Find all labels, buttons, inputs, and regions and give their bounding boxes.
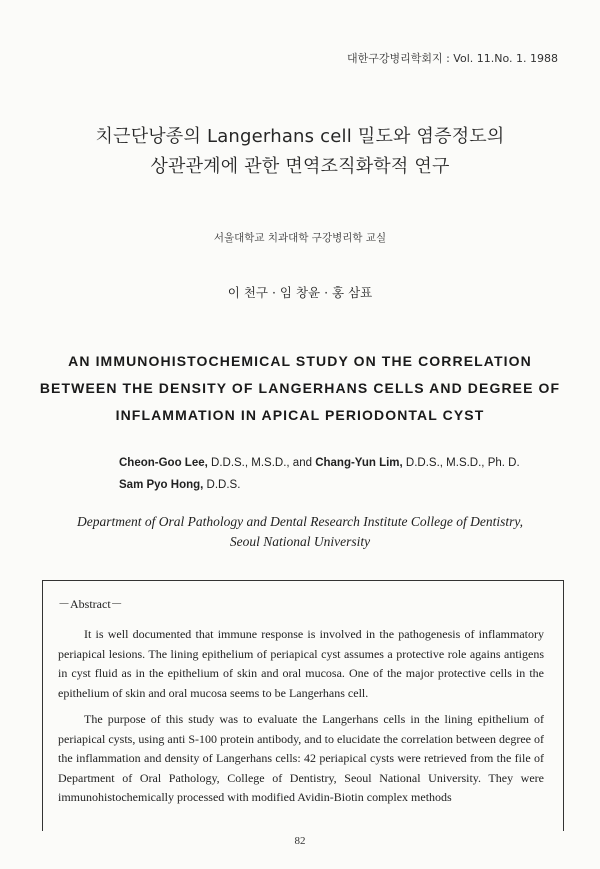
english-title-line-2: BETWEEN THE DENSITY OF LANGERHANS CELLS AND DEGREE OF bbox=[39, 380, 561, 396]
english-title bbox=[0, 348, 600, 429]
author-name: Sam Pyo Hong, bbox=[119, 479, 204, 491]
abstract-label: －Abstract－ bbox=[58, 597, 123, 611]
english-department-line-2: Seoul National University bbox=[229, 534, 371, 549]
author-line-2 bbox=[119, 474, 520, 496]
abstract-body bbox=[58, 625, 544, 815]
page-number: 82 bbox=[294, 835, 306, 847]
author-degrees: D.D.S. bbox=[203, 479, 241, 491]
abstract-paragraph: It is well documented that immune response is involved in the pathogenesis of inflammatory periapical lesions. The lining epithelium of periapical cyst assumes a protective role agains antigens in cyst fluid as in the epithelium of skin and oral mucosa. One of the major protective cells in the epithelium of skin and oral mucosa seems to be Langerhans cell. bbox=[58, 627, 544, 700]
abstract-paragraph: The purpose of this study was to evaluate the Langerhans cells in the lining epithelium of periapical cysts, using anti S-100 protein antibody, and to elucidate the correlation between degree of the inflammation and density of Langerhans cells: 42 periapical cysts were retrieved from the file of Department of Oral Pathology, College of Dentistry, Seoul National University. They were immunohistochemically processed with modified Avidin-Biotin complex methods bbox=[58, 712, 544, 804]
english-department bbox=[0, 512, 600, 552]
english-authors bbox=[119, 452, 520, 496]
english-department-line-1: Department of Oral Pathology and Dental Research Institute College of Dentistry, bbox=[76, 514, 524, 529]
journal-header: 대한구강병리학회지 : Vol. 11.No. 1. 1988 bbox=[346, 52, 558, 65]
korean-title-line-1: 치근단낭종의 Langerhans cell 밀도와 염증정도의 bbox=[95, 126, 505, 147]
author-degrees: D.D.S., M.S.D., Ph. D. bbox=[402, 457, 520, 469]
author-name: Chang-Yun Lim, bbox=[315, 457, 403, 469]
author-degrees: D.D.S., M.S.D., and bbox=[207, 457, 316, 469]
english-title-line-1: AN IMMUNOHISTOCHEMICAL STUDY ON THE CORRELATION bbox=[68, 353, 532, 369]
korean-authors: 이 천구 · 임 창윤 · 홍 삼표 bbox=[227, 285, 373, 300]
korean-department: 서울대학교 치과대학 구강병리학 교실 bbox=[213, 232, 387, 244]
author-line-1 bbox=[119, 452, 520, 474]
korean-title bbox=[0, 122, 600, 182]
author-name: Cheon-Goo Lee, bbox=[119, 457, 208, 469]
korean-title-line-2: 상관관계에 관한 면역조직화학적 연구 bbox=[150, 156, 450, 177]
english-title-line-3: INFLAMMATION IN APICAL PERIODONTAL CYST bbox=[115, 407, 485, 423]
